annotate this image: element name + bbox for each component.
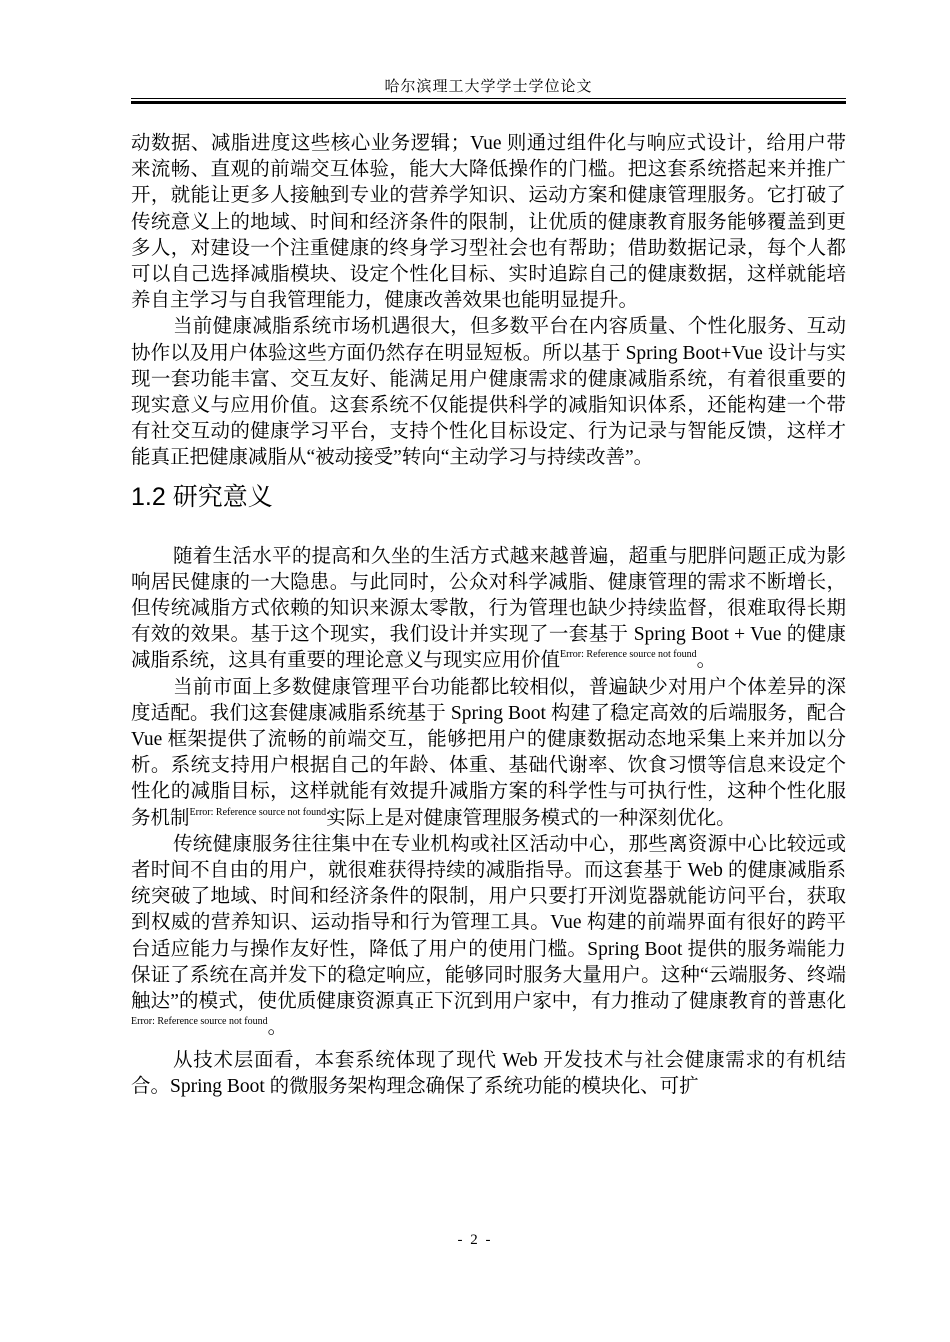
- page-number: - 2 -: [457, 1232, 493, 1248]
- paragraph-1: 动数据、减脂进度这些核心业务逻辑；Vue 则通过组件化与响应式设计，给用户带来流畅、直观的前端交互体验，能大大降低操作的门槛。把这套系统搭起来并推广开，就能让更多人接触到专业的营养学知识、运动方案和健康管理服务。它打破了传统意义上的地域、时间和经济条件的限制，让优质的健康教育服务能够覆盖到更多人，对建设一个注重健康的终身学习型社会也有帮助；借助数据记录，每个人都可以自己选择减脂模块、设定个性化目标、实时追踪自己的健康数据，这样就能培养自主学习与自我管理能力，健康改善效果也能明显提升。: [131, 133, 846, 312]
- paragraph-3-text: 随着生活水平的提高和久坐的生活方式越来越普遍，超重与肥胖问题正成为影响居民健康的一大隐患。与此同时，公众对科学减脂、健康管理的需求不断增长，但传统减脂方式依赖的知识来源太零散，行为管理也缺少持续监督，很难取得长期有效的效果。基于这个现实，我们设计并实现了一套基于 Spring Boot + Vue 的健康减脂系统，这具有重要的理论意义与现实应用价值: [131, 545, 846, 672]
- reference-error: Error: Reference source not found: [131, 1016, 268, 1028]
- paragraph-6: 从技术层面看，本套系统体现了现代 Web 开发技术与社会健康需求的有机结合。Spring Boot 的微服务架构理念确保了系统功能的模块化、可扩: [131, 1049, 846, 1097]
- reference-error: Error: Reference source not found: [560, 649, 697, 661]
- reference-error: Error: Reference source not found: [189, 806, 327, 818]
- paragraph-5: [131, 832, 846, 1042]
- header-rule-thin: [131, 98, 846, 99]
- paragraph-4-text: 当前市面上多数健康管理平台功能都比较相似，普遍缺少对用户个体差异的深度适配。我们这套健康减脂系统基于 Spring Boot 构建了稳定高效的后端服务，配合 Vue 框架提供了流畅的前端交互，能够把用户的健康数据动态地采集上来并加以分析。系统支持用户根据自己的年龄、体重、基础代谢率、饮食习惯等信息来设定个性化的减脂目标，这样就能有效提升减脂方案的科学性与可执行性，这种个性化服务机制: [131, 676, 846, 829]
- header-rule-thick: [131, 101, 846, 104]
- section-heading: 1.2 研究意义: [131, 482, 273, 511]
- page-body: [131, 131, 846, 1100]
- paragraph-4: [131, 675, 846, 832]
- paragraph-5-tail: 。: [267, 1017, 288, 1039]
- paragraph-3-tail: 。: [696, 650, 717, 672]
- paragraph-4-tail: 实际上是对健康管理服务模式的一种深刻优化。: [326, 807, 736, 829]
- paragraph-5-text: 传统健康服务往往集中在专业机构或社区活动中心，那些离资源中心比较远或者时间不自由的用户，就很难获得持续的减脂指导。而这套基于 Web 的健康减脂系统突破了地域、时间和经济条件的限制，用户只要打开浏览器就能访问平台，获取到权威的营养知识、运动指导和行为管理工具。Vue 构建的前端界面有很好的跨平台适应能力与操作友好性，降低了用户的使用门槛。Spring Boot 提供的服务端能力保证了系统在高并发下的稳定响应，能够同时服务大量用户。这种“云端服务、终端触达”的模式，使优质健康资源真正下沉到用户家中，有力推动了健康教育的普惠化: [131, 833, 846, 1013]
- paragraph-3: [131, 544, 846, 675]
- paragraph-2: 当前健康减脂系统市场机遇很大，但多数平台在内容质量、个性化服务、互动协作以及用户体验这些方面仍然存在明显短板。所以基于 Spring Boot+Vue 设计与实现一套功能丰富、交互友好、能满足用户健康需求的健康减脂系统，有着很重要的现实意义与应用价值。这套系统不仅能提供科学的减脂知识体系，还能构建一个带有社交互动的健康学习平台，支持个性化目标设定、行为记录与智能反馈，这样才能真正把健康减脂从“被动接受”转向“主动学习与持续改善”。: [131, 316, 846, 469]
- running-header: 哈尔滨理工大学学士学位论文: [384, 79, 593, 95]
